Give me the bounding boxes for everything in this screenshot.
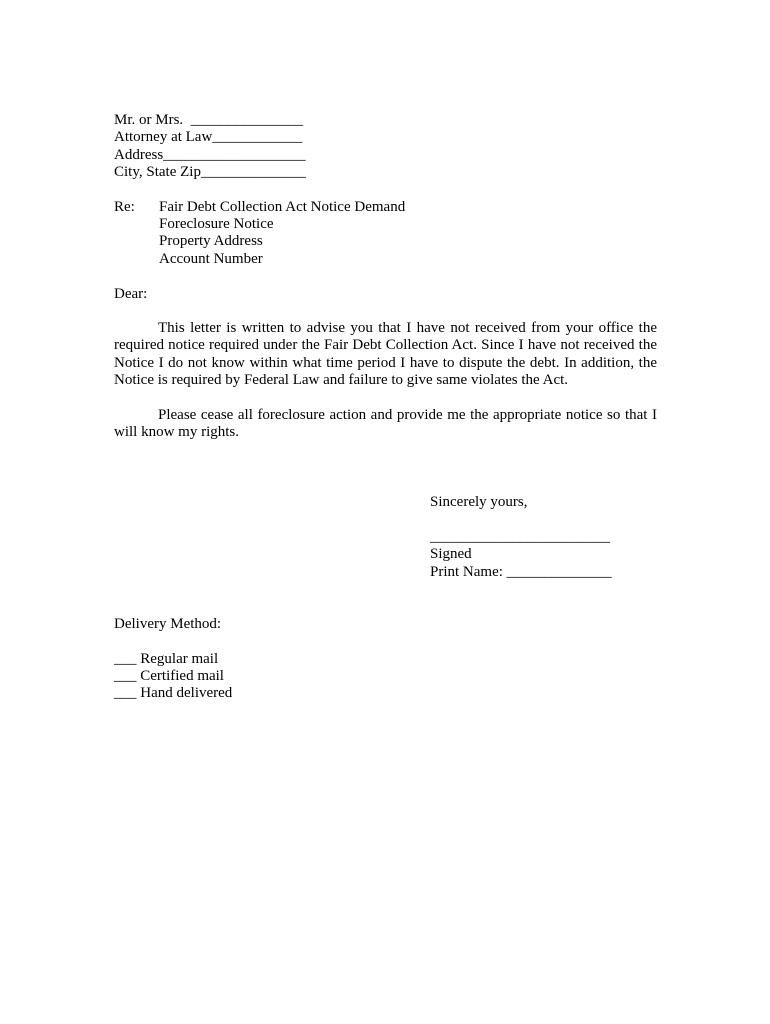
re-line: Property Address xyxy=(159,233,263,249)
re-line: Foreclosure Notice xyxy=(159,216,274,232)
delivery-method-label: Delivery Method: xyxy=(114,616,222,632)
delivery-option: ___ Regular mail xyxy=(114,651,219,667)
recipient-name-line: Mr. or Mrs. _______________ xyxy=(114,112,304,128)
sign-off: Sincerely yours, xyxy=(430,494,528,510)
body-paragraph-1: This letter is written to advise you that I have not received from your office the required notice required under the Fair Debt Collection Act. Since I have not received the Notice I do not know within what time period I have to dispute the debt. In addition, the Notice is required by Federal Law and failure to give same violates the Act. xyxy=(114,320,657,389)
body-paragraph-2: Please cease all foreclosure action and provide me the appropriate notice so that I will know my rights. xyxy=(114,407,657,441)
signature-line: ________________________ xyxy=(430,529,610,545)
recipient-address-line: Address___________________ xyxy=(114,147,306,163)
recipient-city-line: City, State Zip______________ xyxy=(114,164,306,180)
re-line: Account Number xyxy=(159,251,263,267)
delivery-option: ___ Certified mail xyxy=(114,668,224,684)
re-line: Fair Debt Collection Act Notice Demand xyxy=(159,199,406,215)
re-label: Re: xyxy=(114,199,135,215)
salutation: Dear: xyxy=(114,286,148,302)
print-name-line: Print Name: ______________ xyxy=(430,564,612,580)
recipient-title-line: Attorney at Law____________ xyxy=(114,129,303,145)
signed-label: Signed xyxy=(430,546,472,562)
delivery-option: ___ Hand delivered xyxy=(114,685,233,701)
